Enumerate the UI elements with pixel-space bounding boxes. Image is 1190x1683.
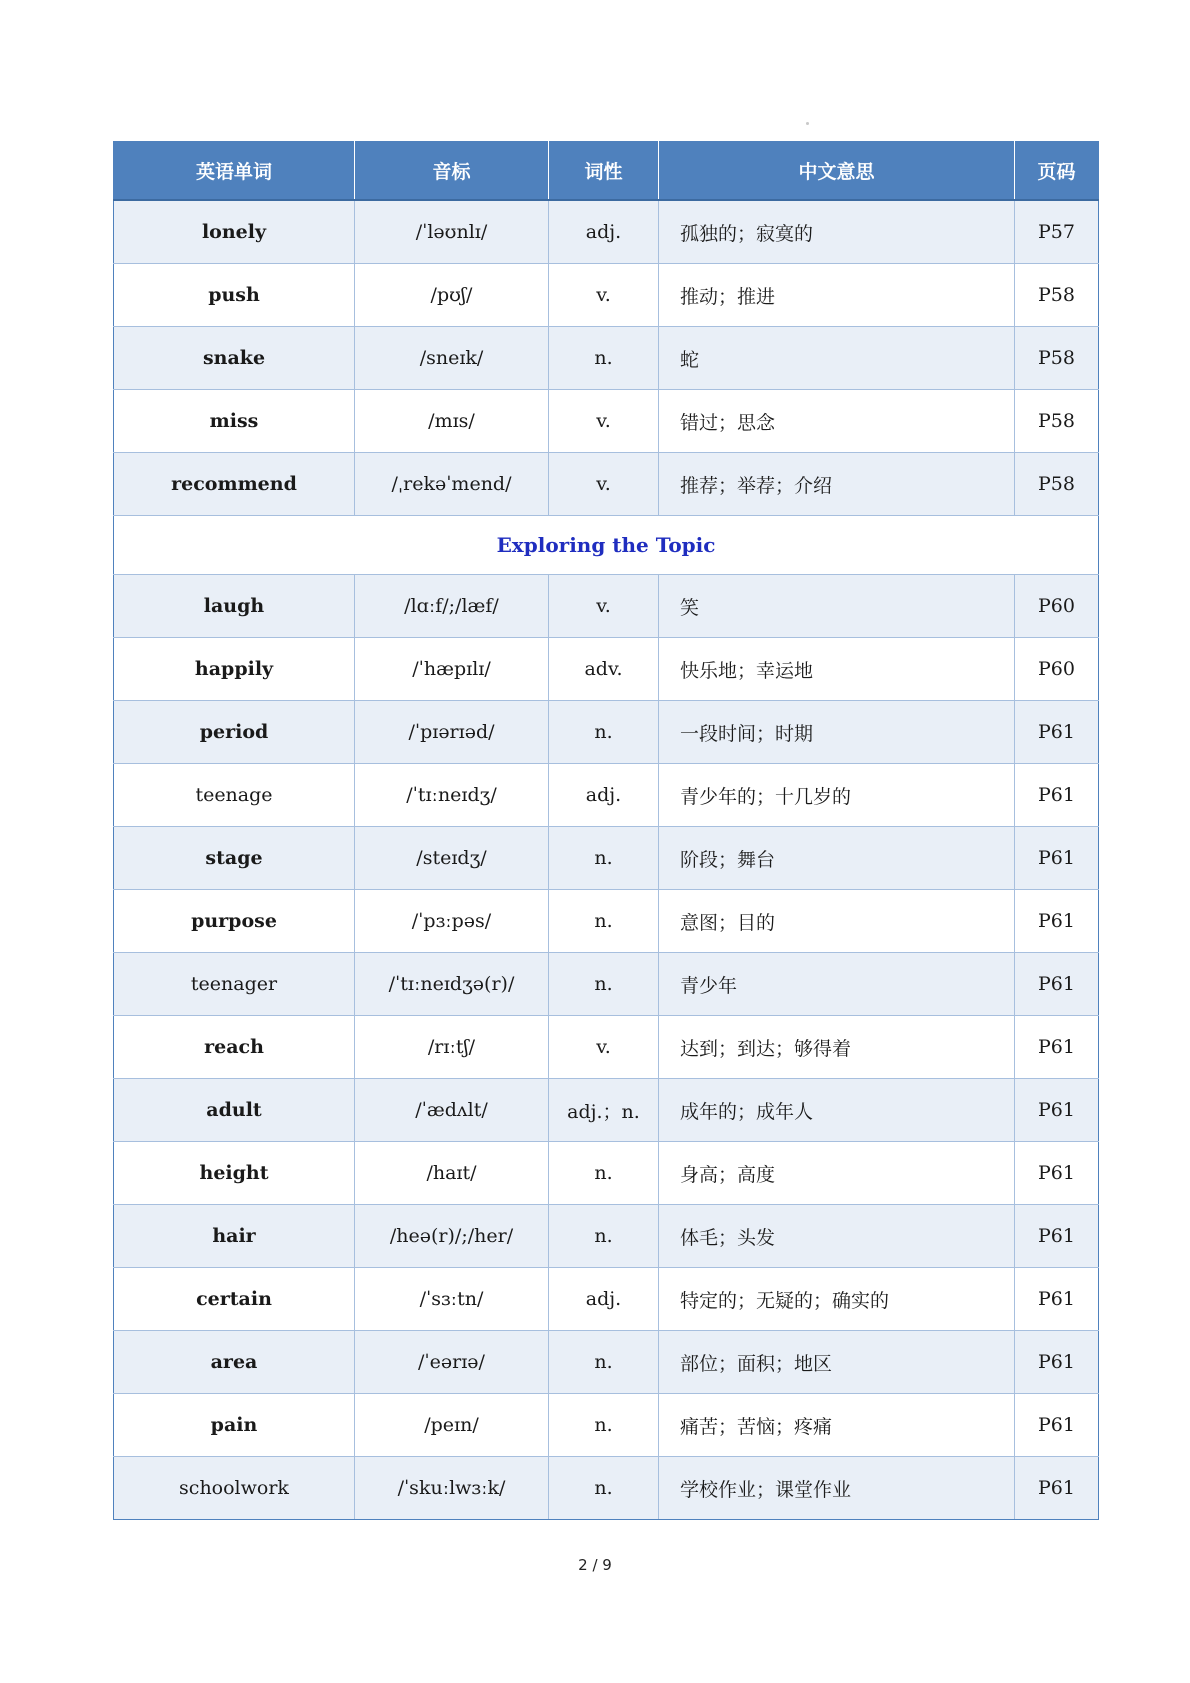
word-cell: happily: [114, 638, 355, 701]
page-cell: P58: [1015, 390, 1099, 453]
table-row: [114, 764, 1099, 827]
part-of-speech-cell: v.: [549, 390, 659, 453]
word-cell: hair: [114, 1205, 355, 1268]
phonetic-cell: /ˈskuːlwɜːk/: [355, 1457, 549, 1520]
table-row: [114, 701, 1099, 764]
phonetic-cell: /ˈtɪːneɪdʒə(r)/: [355, 953, 549, 1016]
phonetic-cell: /haɪt/: [355, 1142, 549, 1205]
phonetic-cell: /ˈtɪːneɪdʒ/: [355, 764, 549, 827]
section-heading-row: [114, 516, 1099, 575]
word-cell: period: [114, 701, 355, 764]
table-row: [114, 453, 1099, 516]
word-cell: recommend: [114, 453, 355, 516]
table-row: [114, 1016, 1099, 1079]
part-of-speech-cell: n.: [549, 890, 659, 953]
part-of-speech-cell: adj.: [549, 1268, 659, 1331]
table-row: [114, 1079, 1099, 1142]
page-mark-dot: [806, 122, 809, 125]
part-of-speech-cell: n.: [549, 1457, 659, 1520]
phonetic-cell: /sneɪk/: [355, 327, 549, 390]
part-of-speech-cell: n.: [549, 1331, 659, 1394]
table-row: [114, 575, 1099, 638]
word-cell: reach: [114, 1016, 355, 1079]
table-row: [114, 390, 1099, 453]
phonetic-cell: /ˈpɜːpəs/: [355, 890, 549, 953]
table-row: [114, 953, 1099, 1016]
page-cell: P61: [1015, 1142, 1099, 1205]
word-cell: certain: [114, 1268, 355, 1331]
phonetic-cell: /ˈsɜːtn/: [355, 1268, 549, 1331]
word-cell: pain: [114, 1394, 355, 1457]
word-cell: schoolwork: [114, 1457, 355, 1520]
table-row: [114, 1457, 1099, 1520]
header-page: 页码: [1015, 141, 1099, 200]
meaning-cell: 达到；到达；够得着: [659, 1016, 1015, 1079]
meaning-cell: 蛇: [659, 327, 1015, 390]
header-chinese-meaning: 中文意思: [659, 141, 1015, 200]
page-cell: P61: [1015, 1394, 1099, 1457]
part-of-speech-cell: n.: [549, 953, 659, 1016]
word-cell: purpose: [114, 890, 355, 953]
phonetic-cell: /ˈləʊnlɪ/: [355, 200, 549, 264]
table-row: [114, 1394, 1099, 1457]
page-cell: P61: [1015, 1016, 1099, 1079]
page-cell: P57: [1015, 200, 1099, 264]
page-cell: P61: [1015, 1268, 1099, 1331]
page-cell: P61: [1015, 953, 1099, 1016]
table-row: [114, 638, 1099, 701]
meaning-cell: 青少年: [659, 953, 1015, 1016]
word-cell: teenage: [114, 764, 355, 827]
meaning-cell: 体毛；头发: [659, 1205, 1015, 1268]
meaning-cell: 痛苦；苦恼；疼痛: [659, 1394, 1015, 1457]
part-of-speech-cell: n.: [549, 1142, 659, 1205]
part-of-speech-cell: v.: [549, 264, 659, 327]
phonetic-cell: /mɪs/: [355, 390, 549, 453]
meaning-cell: 孤独的；寂寞的: [659, 200, 1015, 264]
phonetic-cell: /ˌrekəˈmend/: [355, 453, 549, 516]
word-cell: area: [114, 1331, 355, 1394]
header-english-word: 英语单词: [114, 141, 355, 200]
part-of-speech-cell: adj.；n.: [549, 1079, 659, 1142]
page-cell: P61: [1015, 1205, 1099, 1268]
meaning-cell: 笑: [659, 575, 1015, 638]
phonetic-cell: /ˈeərɪə/: [355, 1331, 549, 1394]
meaning-cell: 部位；面积；地区: [659, 1331, 1015, 1394]
meaning-cell: 快乐地；幸运地: [659, 638, 1015, 701]
word-cell: height: [114, 1142, 355, 1205]
part-of-speech-cell: adj.: [549, 764, 659, 827]
table-row: [114, 1268, 1099, 1331]
page-cell: P60: [1015, 638, 1099, 701]
word-cell: adult: [114, 1079, 355, 1142]
table-header-row: [114, 141, 1099, 200]
meaning-cell: 特定的；无疑的；确实的: [659, 1268, 1015, 1331]
meaning-cell: 青少年的；十几岁的: [659, 764, 1015, 827]
part-of-speech-cell: n.: [549, 1205, 659, 1268]
page-cell: P60: [1015, 575, 1099, 638]
phonetic-cell: /pʊʃ/: [355, 264, 549, 327]
word-cell: laugh: [114, 575, 355, 638]
table-row: [114, 1205, 1099, 1268]
word-cell: lonely: [114, 200, 355, 264]
header-phonetic: 音标: [355, 141, 549, 200]
table-row: [114, 200, 1099, 264]
page-cell: P58: [1015, 453, 1099, 516]
part-of-speech-cell: n.: [549, 701, 659, 764]
meaning-cell: 推荐；举荐；介绍: [659, 453, 1015, 516]
word-cell: snake: [114, 327, 355, 390]
meaning-cell: 推动；推进: [659, 264, 1015, 327]
vocabulary-table: [113, 141, 1099, 1520]
table-row: [114, 1331, 1099, 1394]
meaning-cell: 成年的；成年人: [659, 1079, 1015, 1142]
phonetic-cell: /rɪːtʃ/: [355, 1016, 549, 1079]
page-cell: P61: [1015, 890, 1099, 953]
part-of-speech-cell: adv.: [549, 638, 659, 701]
phonetic-cell: /steɪdʒ/: [355, 827, 549, 890]
word-cell: push: [114, 264, 355, 327]
page-cell: P61: [1015, 1457, 1099, 1520]
part-of-speech-cell: v.: [549, 453, 659, 516]
word-cell: stage: [114, 827, 355, 890]
section-heading: Exploring the Topic: [114, 516, 1099, 575]
page-cell: P61: [1015, 827, 1099, 890]
table-row: [114, 827, 1099, 890]
page-cell: P61: [1015, 764, 1099, 827]
table-row: [114, 1142, 1099, 1205]
phonetic-cell: /lɑːf/;/læf/: [355, 575, 549, 638]
part-of-speech-cell: n.: [549, 827, 659, 890]
phonetic-cell: /ˈædʌlt/: [355, 1079, 549, 1142]
page-cell: P61: [1015, 701, 1099, 764]
part-of-speech-cell: n.: [549, 1394, 659, 1457]
table-body: [114, 200, 1099, 1520]
table-row: [114, 327, 1099, 390]
table-row: [114, 264, 1099, 327]
word-cell: miss: [114, 390, 355, 453]
phonetic-cell: /ˈpɪərɪəd/: [355, 701, 549, 764]
part-of-speech-cell: v.: [549, 575, 659, 638]
header-part-of-speech: 词性: [549, 141, 659, 200]
phonetic-cell: /peɪn/: [355, 1394, 549, 1457]
meaning-cell: 错过；思念: [659, 390, 1015, 453]
meaning-cell: 一段时间；时期: [659, 701, 1015, 764]
phonetic-cell: /heə(r)/;/her/: [355, 1205, 549, 1268]
meaning-cell: 阶段；舞台: [659, 827, 1015, 890]
phonetic-cell: /ˈhæpɪlɪ/: [355, 638, 549, 701]
meaning-cell: 学校作业；课堂作业: [659, 1457, 1015, 1520]
page-cell: P61: [1015, 1079, 1099, 1142]
page-cell: P58: [1015, 264, 1099, 327]
part-of-speech-cell: n.: [549, 327, 659, 390]
meaning-cell: 身高；高度: [659, 1142, 1015, 1205]
page-cell: P58: [1015, 327, 1099, 390]
meaning-cell: 意图；目的: [659, 890, 1015, 953]
page-cell: P61: [1015, 1331, 1099, 1394]
table-row: [114, 890, 1099, 953]
part-of-speech-cell: v.: [549, 1016, 659, 1079]
word-cell: teenager: [114, 953, 355, 1016]
part-of-speech-cell: adj.: [549, 200, 659, 264]
page-number: 2 / 9: [578, 1556, 612, 1574]
